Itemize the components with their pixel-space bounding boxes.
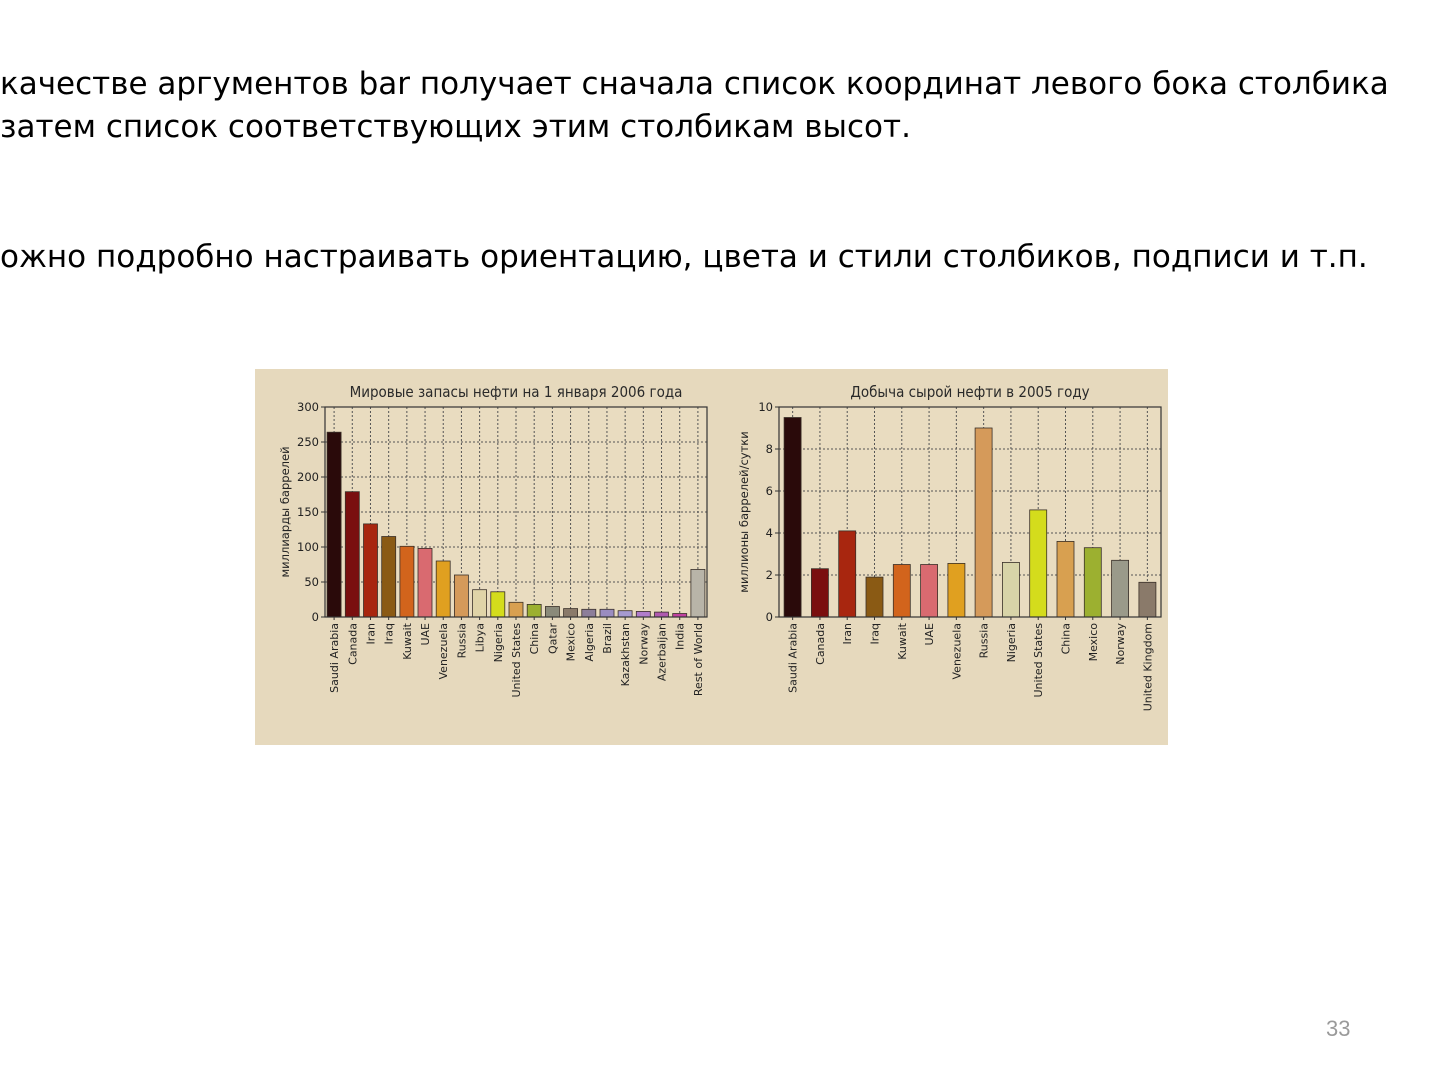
chart-2	[737, 383, 1161, 711]
x-tick-label: Iran	[841, 623, 855, 645]
bar-nigeria	[1002, 562, 1019, 617]
bar-rest-of-world	[691, 569, 705, 617]
y-tick-label: 50	[304, 575, 319, 589]
bar-china	[527, 604, 541, 617]
bar-venezuela	[436, 561, 450, 617]
chart-title: Мировые запасы нефти на 1 января 2006 года	[349, 383, 683, 401]
bar-saudi-arabia	[784, 418, 801, 618]
bar-kazakhstan	[618, 611, 632, 617]
bar-norway	[636, 611, 650, 617]
x-tick-label: Kuwait	[895, 623, 909, 660]
x-tick-label: China	[1059, 623, 1073, 655]
bar-uae	[418, 548, 432, 617]
x-tick-label: Russia	[977, 623, 991, 659]
x-tick-label: Iraq	[382, 623, 396, 645]
bar-algeria	[582, 609, 596, 617]
y-tick-label: 6	[765, 484, 773, 498]
x-tick-label: Azerbaijan	[655, 623, 669, 682]
x-tick-label: Iraq	[868, 623, 882, 645]
slide-text-line-1: качестве аргументов bar получает сначала список координат левого бока столбика	[0, 66, 1389, 102]
y-tick-label: 10	[758, 400, 773, 414]
bar-venezuela	[948, 563, 965, 617]
y-tick-label: 200	[297, 470, 319, 484]
x-tick-label: India	[673, 623, 687, 650]
bar-russia	[454, 575, 468, 617]
y-axis-label: миллиарды баррелей	[278, 446, 292, 578]
bar-canada	[811, 569, 828, 617]
page-number: 33	[1326, 1016, 1351, 1041]
x-tick-label: Kuwait	[400, 623, 414, 660]
bar-norway	[1112, 560, 1129, 617]
y-tick-label: 100	[297, 540, 319, 554]
x-tick-label: Venezuela	[950, 623, 964, 680]
x-tick-label: Libya	[473, 623, 487, 653]
y-tick-label: 2	[765, 568, 773, 582]
y-tick-label: 4	[765, 526, 773, 540]
bar-mexico	[564, 609, 578, 617]
charts-figure	[255, 369, 1168, 745]
x-tick-label: Algeria	[582, 623, 596, 662]
x-tick-label: Mexico	[564, 623, 578, 662]
x-tick-label: Brazil	[601, 623, 614, 654]
bar-libya	[473, 590, 487, 617]
bar-uae	[921, 565, 938, 618]
x-tick-label: Canada	[346, 623, 360, 665]
y-axis-label: миллионы баррелей/сутки	[737, 431, 751, 593]
slide-text-line-3: ожно подробно настраивать ориентацию, цвета и стили столбиков, подписи и т.п.	[0, 239, 1368, 275]
y-tick-label: 0	[311, 610, 319, 624]
bar-iraq	[866, 577, 883, 617]
x-tick-label: United Kingdom	[1141, 623, 1155, 712]
bar-iran	[839, 531, 856, 617]
x-tick-label: UAE	[419, 623, 432, 646]
y-tick-label: 300	[297, 400, 319, 414]
x-tick-label: UAE	[923, 623, 937, 646]
bar-united-states	[509, 602, 523, 617]
bar-canada	[345, 492, 359, 617]
y-tick-label: 0	[765, 610, 773, 624]
x-tick-label: Nigeria	[491, 623, 505, 663]
bar-saudi-arabia	[327, 432, 341, 617]
bar-azerbaijan	[655, 612, 669, 617]
x-tick-label: Canada	[813, 623, 827, 665]
x-tick-label: Iran	[364, 623, 378, 645]
x-tick-label: Nigeria	[1004, 623, 1018, 663]
slide-text-line-2: затем список соответствующих этим столбикам высот.	[0, 109, 911, 145]
bar-qatar	[545, 607, 559, 618]
y-tick-label: 250	[297, 435, 319, 449]
x-tick-label: Venezuela	[437, 623, 451, 680]
chart-1	[278, 383, 707, 698]
x-tick-label: Saudi Arabia	[328, 623, 342, 693]
x-tick-label: Norway	[637, 623, 651, 665]
bar-russia	[975, 428, 992, 617]
bar-kuwait	[893, 565, 910, 618]
bar-brazil	[600, 609, 614, 617]
x-tick-label: Kazakhstan	[619, 623, 633, 687]
x-tick-label: Rest of World	[691, 623, 705, 697]
y-tick-label: 150	[297, 505, 319, 519]
x-tick-label: Qatar	[546, 623, 560, 654]
bar-united-kingdom	[1139, 582, 1156, 617]
plot-area	[779, 407, 1161, 617]
bar-china	[1057, 541, 1074, 617]
x-tick-label: Russia	[455, 623, 469, 659]
x-tick-label: China	[528, 623, 542, 655]
bar-united-states	[1030, 510, 1047, 617]
x-tick-label: Mexico	[1086, 623, 1100, 662]
bar-nigeria	[491, 592, 505, 617]
charts-svg	[255, 369, 1168, 745]
bar-iran	[364, 524, 378, 617]
chart-title: Добыча сырой нефти в 2005 году	[850, 383, 1090, 401]
x-tick-label: United States	[1032, 623, 1046, 698]
x-tick-label: Norway	[1114, 623, 1128, 665]
x-tick-label: Saudi Arabia	[786, 623, 800, 693]
y-tick-label: 8	[765, 442, 773, 456]
bar-mexico	[1084, 548, 1101, 617]
bar-kuwait	[400, 546, 414, 617]
bar-iraq	[382, 537, 396, 618]
x-tick-label: United States	[510, 623, 523, 698]
